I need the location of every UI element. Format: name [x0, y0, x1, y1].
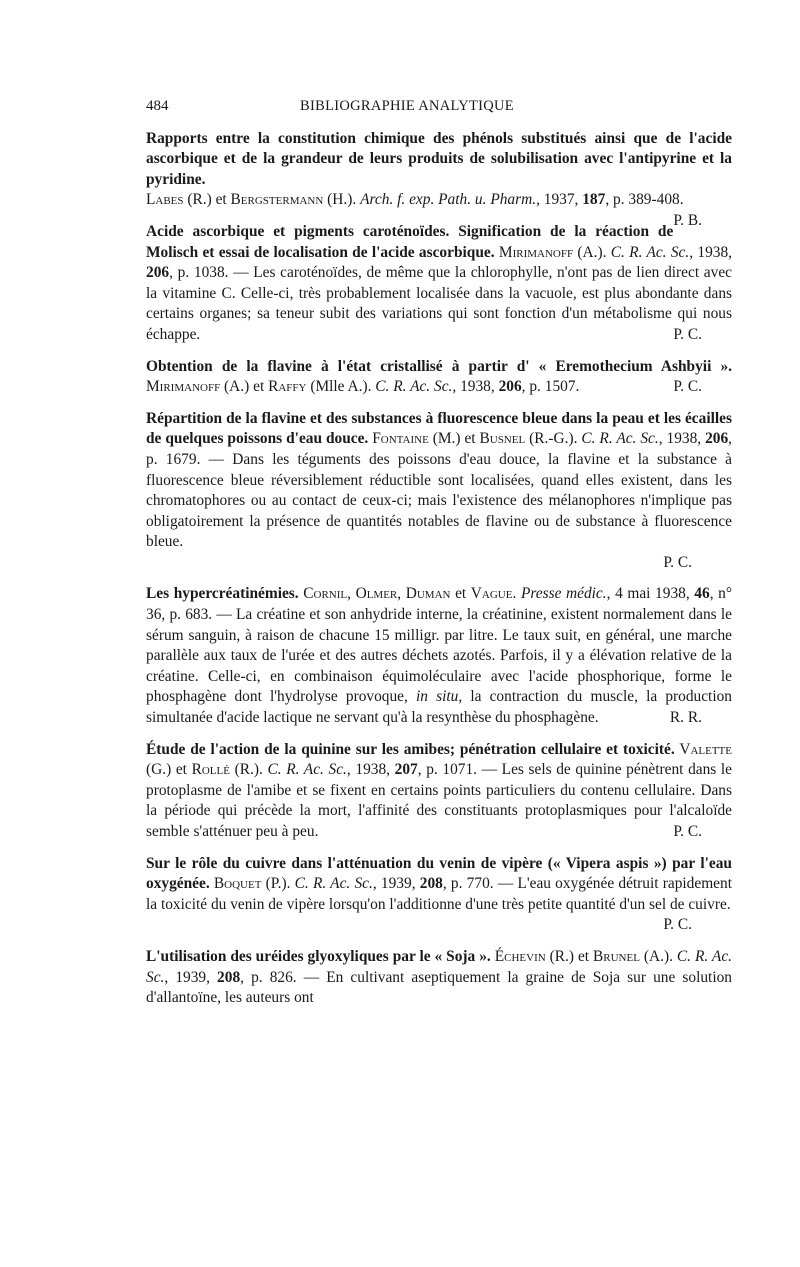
running-head: BIBLIOGRAPHIE ANALYTIQUE — [300, 98, 514, 114]
publication-year: , 1939, — [164, 968, 218, 986]
author-name: Boquet — [209, 875, 262, 893]
volume-number: 206 — [146, 264, 170, 282]
page-range: , p. 770. — [442, 875, 494, 893]
entry-abstract: — L'eau oxygénée détruit rapidement la toxicité du venin de vipère lorsqu'on l'additionne d'une très petite quantité d'un sel de cuivre. — [146, 875, 732, 913]
author-initials: , — [347, 585, 356, 603]
document-page — [146, 96, 732, 1020]
volume-number: 206 — [705, 430, 729, 448]
entry-title: L'utilisation des uréides glyoxyliques par le « Soja ». — [146, 947, 491, 965]
entry-abstract: — Dans les téguments des poissons d'eau douce, la flavine et la substance à fluorescence bleue réversiblement réductible sont localisées, quand elles existent, dans les chromatophores ou au contact de ceux-ci; mais l'existence des mélanophores n'implique pas obligatoirement la présence de quantités notables de flavine ou de substance à fluorescence bleue. — [146, 450, 732, 551]
bibliography-entry — [146, 222, 732, 346]
journal-name: C. R. Ac. Sc. — [581, 430, 659, 448]
entry-abstract: — En cultivant aseptiquement la graine de Soja sur une solution d'allantoïne, les auteurs ont — [146, 968, 732, 1007]
page-range: , p. 1071. — [417, 761, 478, 779]
author-name: Fontaine — [368, 430, 429, 448]
author-initials: . — [512, 585, 521, 603]
publication-year: , 1939, — [372, 875, 420, 893]
author-initials: (R.) et — [545, 947, 594, 965]
author-name: Olmer — [355, 585, 398, 603]
author-name: Mirimanoff — [146, 378, 221, 396]
journal-name: Presse médic. — [520, 585, 607, 603]
author-initials: (A.) et — [220, 378, 269, 396]
volume-number: 208 — [419, 875, 443, 893]
reviewer-initials: P. B. — [673, 211, 702, 229]
author-initials: (G.) et — [146, 761, 192, 779]
bibliography-entry — [146, 584, 732, 728]
author-initials: (H.). — [323, 191, 361, 209]
volume-number: 187 — [582, 191, 606, 209]
author-initials: et — [450, 585, 471, 603]
volume-number: 208 — [217, 968, 241, 986]
journal-name: C. R. Ac. Sc. — [375, 378, 453, 396]
author-name: Valette — [674, 740, 732, 758]
publication-year: , 1937, — [536, 191, 583, 209]
bibliography-entry — [146, 947, 732, 1009]
author-name: Cornil — [298, 585, 348, 603]
author-name: Bergstermann — [230, 191, 324, 209]
page-range: , p. 1679. — [146, 430, 733, 468]
reviewer-initials: P. C. — [673, 325, 702, 343]
entry-abstract: — La créatine et son anhydride interne, la créatinine, existent normalement dans le sérum sanguin, à raison de chacune 15 milligr. par litre. Le taux suit, en général, une marche parallèle aux taux de l'urée et des autres déchets azotés. Parfois, il y a élévation relative de la créatine. Celle-ci, en combinaison équimoléculaire avec l'acide phosphorique, forme le phosphagène dont l'hydrolyse provoque, — [146, 606, 732, 706]
author-name: Mirimanoff — [494, 243, 574, 261]
entry-title: Sur le rôle du cuivre dans l'atténuation du venin de vipère (« Vipera aspis ») par l'eau oxygénée. — [146, 854, 732, 893]
page-range: , p. 826. — [240, 968, 297, 986]
reviewer-initials: P. C. — [663, 916, 692, 934]
volume-number: 46 — [694, 585, 710, 603]
author-name: Échevin — [490, 947, 546, 965]
author-initials: (M.) et — [428, 430, 480, 448]
reviewer-initials: P. C. — [673, 378, 702, 396]
entry-abstract: — Les sels de quinine pénètrent dans le protoplasme de l'amibe et se fixent en certains points particuliers du contenu cellulaire. Dans la période qui précède la mort, l'affinité des constituants protoplasmiques pour l'alcaloïde semble s'atténuer peu à peu. — [146, 761, 733, 840]
entry-abstract-italic: in situ — [416, 688, 459, 706]
author-name: Busnel — [479, 430, 526, 448]
author-initials: (P.). — [261, 875, 295, 893]
journal-name: Arch. f. exp. Path. u. Pharm. — [360, 191, 537, 209]
entry-title: Acide ascorbique et pigments caroténoïdes. Signification de la réaction de Molisch et essai de localisation de l'acide ascorbique. — [146, 222, 674, 261]
page-header — [146, 96, 732, 117]
publication-year: , 1938, — [658, 430, 706, 448]
author-initials: (Mlle A.). — [306, 378, 376, 396]
journal-name: C. R. Ac. Sc. — [610, 243, 690, 261]
author-initials: (R.). — [229, 761, 268, 779]
entry-abstract: , la contraction du muscle, la production simultanée d'acide lactique ne servant qu'à la resynthèse du phosphagène. — [146, 688, 733, 727]
bibliography-entry — [146, 357, 732, 398]
page-range: , n° 36, p. 683. — [146, 585, 732, 624]
author-name: Vague — [470, 585, 513, 603]
page-range: , p. 389-408. — [605, 191, 684, 209]
author-initials: (R.-G.). — [525, 430, 582, 448]
reviewer-initials: P. C. — [663, 553, 692, 571]
volume-number: 207 — [394, 761, 418, 779]
volume-number: 206 — [498, 378, 522, 396]
entry-title: Répartition de la flavine et des substances à fluorescence bleue dans la peau et les écailles de quelques poissons d'eau douce. — [146, 409, 732, 448]
entry-abstract: — Les caroténoïdes, de même que la chlorophylle, n'ont pas de lien direct avec la vitamine C. Celle-ci, très probablement localisée dans la vacuole, est plus abondante dans certains organes; sa teneur subit des variations qui sont fonction d'un métabolisme qui nous échappe. — [146, 264, 732, 343]
reviewer-initials: R. R. — [669, 709, 702, 727]
page-number: 484 — [146, 98, 169, 114]
bibliography-entry — [146, 854, 732, 936]
bibliography-entry — [146, 129, 732, 229]
journal-name: C. R. Ac. Sc. — [146, 947, 732, 986]
publication-year: , 1938, — [346, 761, 395, 779]
bibliography-entry — [146, 740, 732, 843]
author-name: Rollé — [191, 761, 230, 779]
bibliography-entry — [146, 409, 732, 574]
author-initials: (A.). — [573, 243, 611, 261]
entry-title: Les hypercréatinémies. — [146, 585, 299, 603]
author-initials: , — [397, 585, 406, 603]
author-name: Labes — [146, 191, 184, 209]
author-initials: (A.). — [639, 947, 677, 965]
publication-year: , 1938, — [452, 378, 499, 396]
author-name: Brunel — [593, 947, 640, 965]
journal-name: C. R. Ac. Sc. — [267, 761, 347, 779]
entry-title: Étude de l'action de la quinine sur les amibes; pénétration cellulaire et toxicité. — [146, 740, 675, 758]
reviewer-initials: P. C. — [673, 823, 702, 840]
author-initials: (R.) et — [183, 191, 231, 209]
publication-year: , 4 mai 1938, — [606, 585, 695, 603]
page-range: , p. 1507. — [521, 378, 580, 396]
author-name: Raffy — [268, 378, 307, 396]
page-range: , p. 1038. — [169, 264, 229, 282]
journal-name: C. R. Ac. Sc. — [294, 875, 373, 893]
author-name: Duman — [405, 585, 451, 603]
entry-title: Rapports entre la constitution chimique des phénols substitués ainsi que de l'acide ascorbique et de la grandeur de leurs produits de solubilisation avec l'antipyrine et la pyridine. — [146, 129, 732, 188]
entry-title: Obtention de la flavine à l'état cristallisé à partir d' « Eremothecium Ashbyii ». — [146, 357, 732, 375]
publication-year: , 1938, — [689, 243, 732, 261]
